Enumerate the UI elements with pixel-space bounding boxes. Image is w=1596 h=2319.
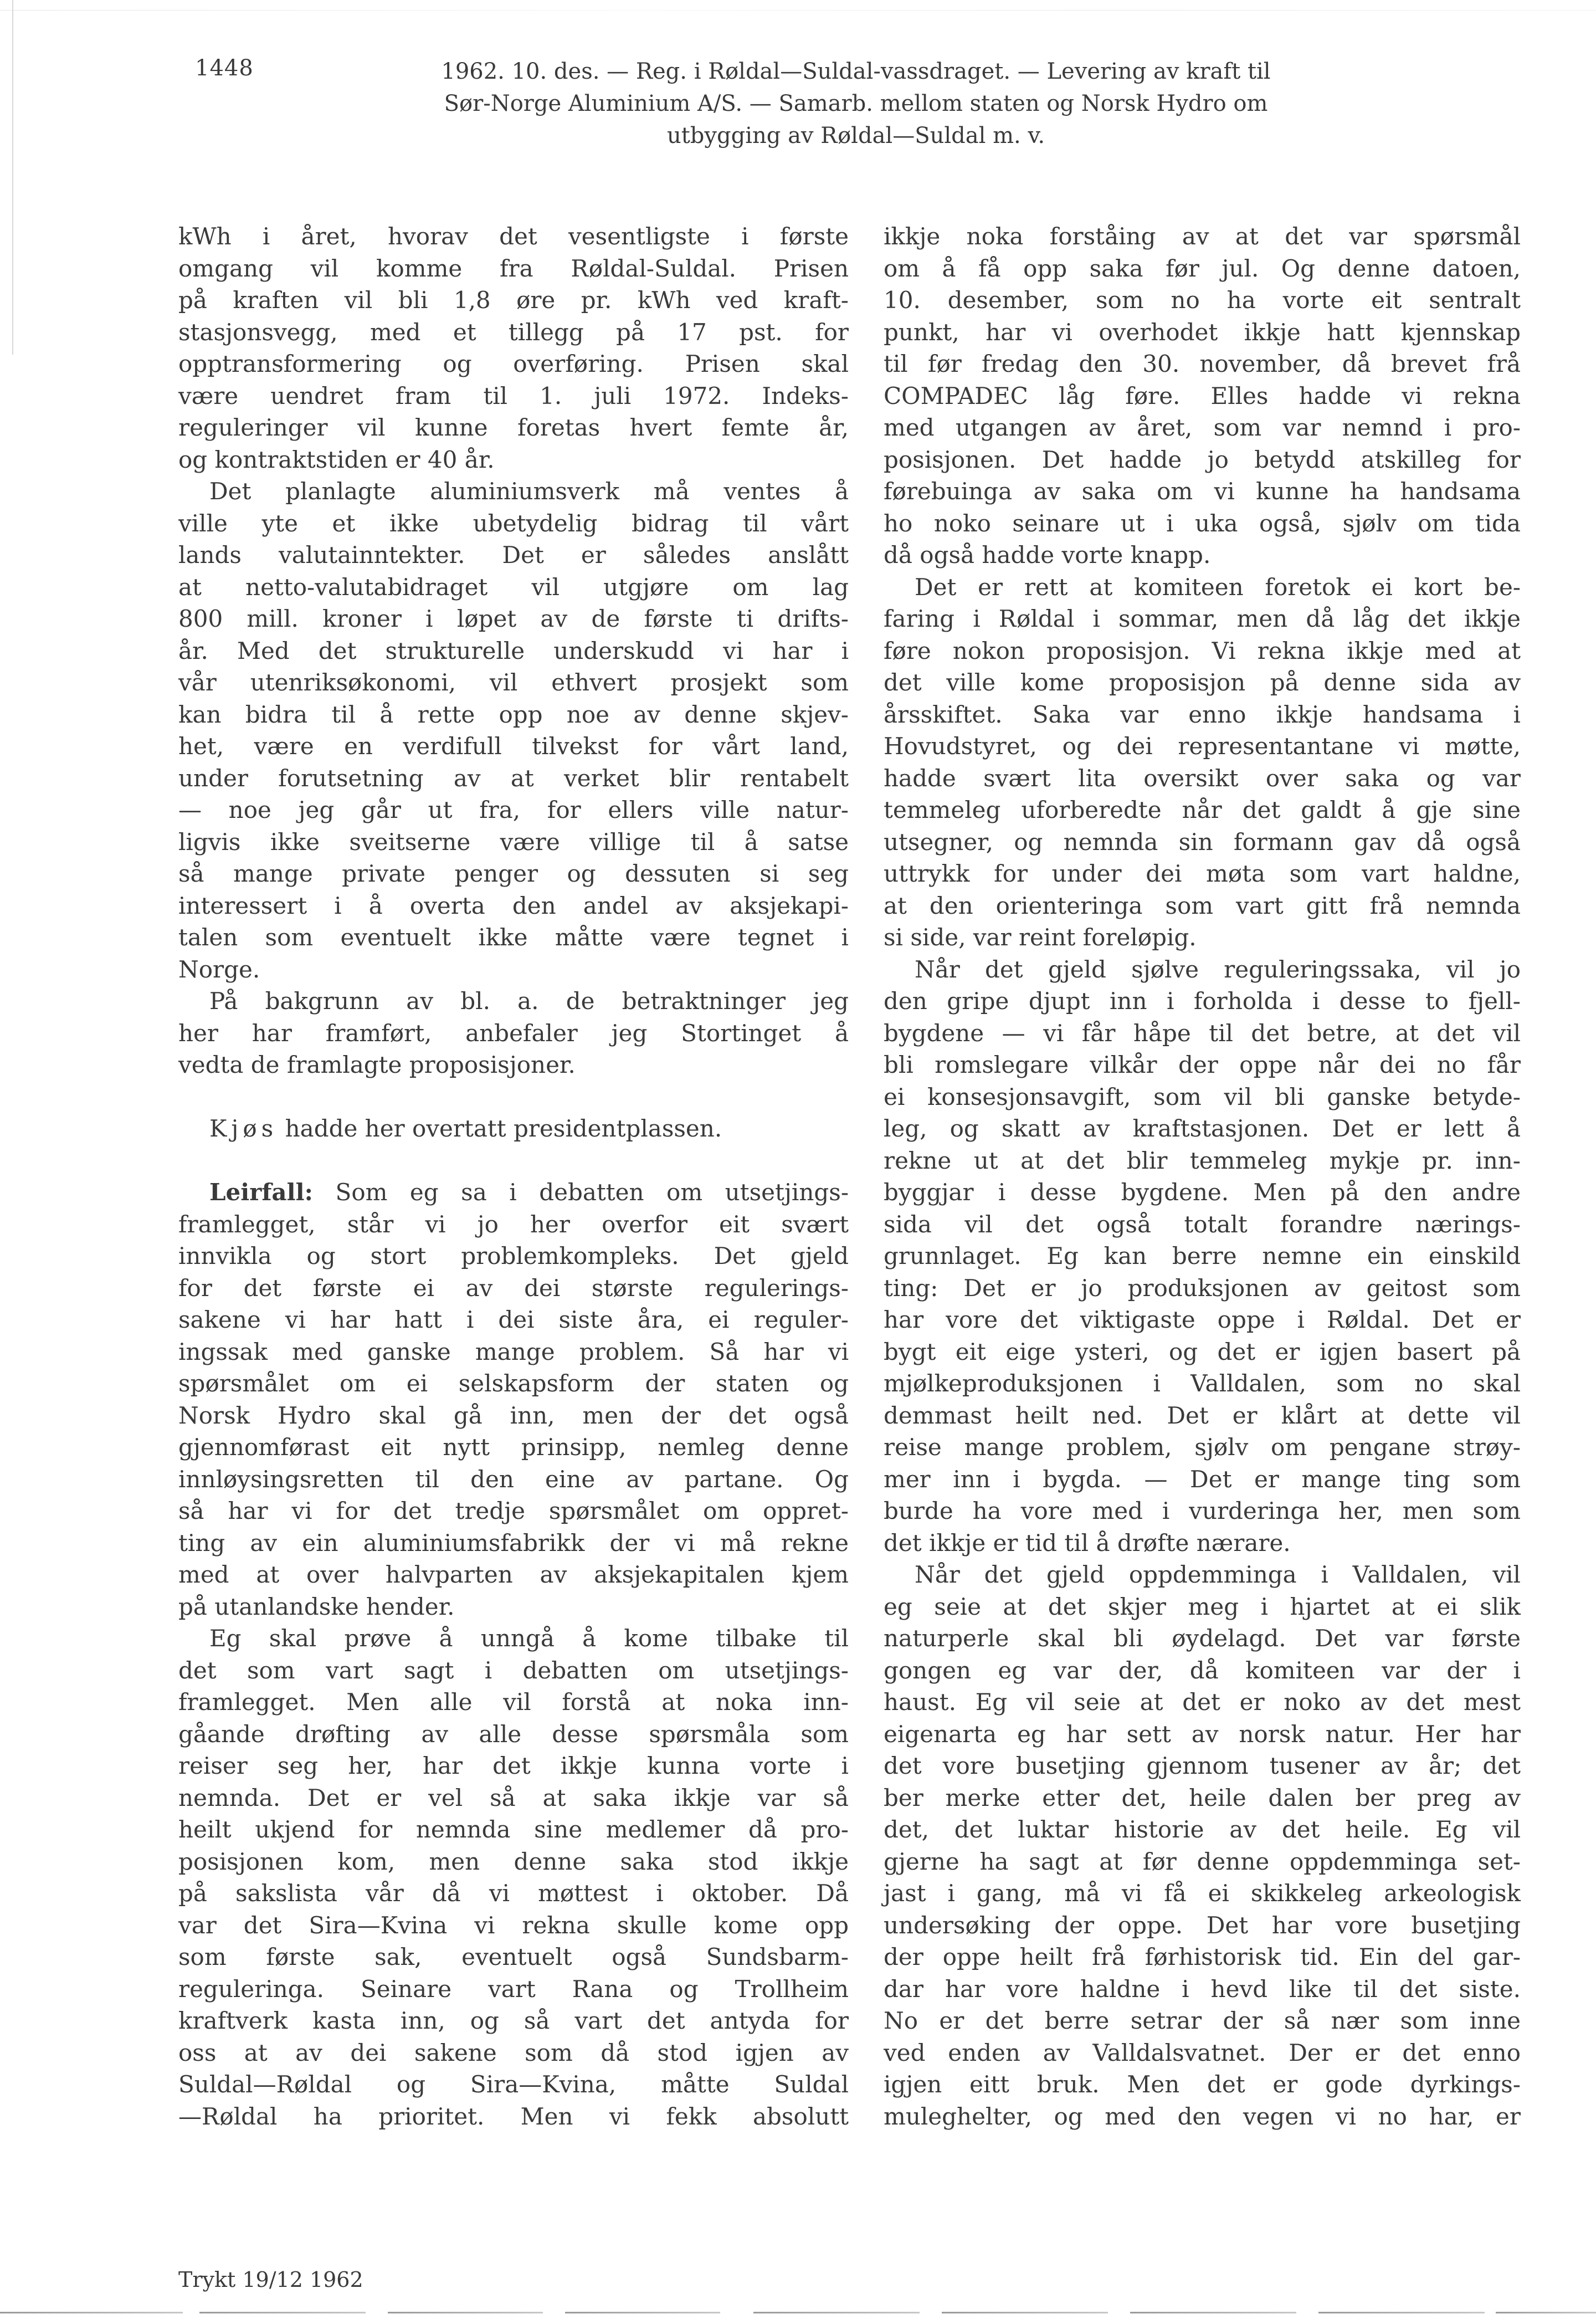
text-line: den gripe djupt inn i forholda i desse to fjell- [884,987,1521,1015]
text-line: ved enden av Valldalsvatnet. Der er det enno [884,2039,1521,2066]
text-line: år. Med det strukturelle underskudd vi har i [178,637,849,664]
text-line: på kraften vil bli 1,8 øre pr. kWh ved kraft- [178,286,849,314]
text-line: —Røldal ha prioritet. Men vi fekk absolutt [178,2102,849,2130]
text-line: naturperle skal bli øydelagd. Det var første [884,1625,1521,1652]
paragraph [178,221,849,475]
text-line: utsegner, og nemnda sin formann gav då også [884,828,1521,856]
scan-edge-bottom [199,2312,366,2313]
text-line: het, være en verdifull tilvekst for vårt land, [178,733,849,760]
text-line: temmeleg uforberedte når det galdt å gje sine [884,796,1521,823]
text-line: kraftverk kasta inn, og så vart det antyda for [178,2007,849,2034]
text-line: heilt ukjend for nemnda sine medlemer då pro- [178,1816,849,1843]
paragraph [178,1622,849,2132]
scan-edge-bottom [388,2312,543,2313]
text-line: ting: Det er jo produksjonen av geitost som [884,1274,1521,1302]
text-line: si side, var reint foreløpig. [884,924,1197,951]
speech-opening-line [178,1176,849,1209]
text-line: årsskiftet. Saka var enno ikkje handsama i [884,700,1521,728]
text-line: demmast heilt ned. Det er klårt at dette vil [884,1401,1521,1429]
text-line: Hovudstyret, og dei representantane vi møtte, [884,733,1521,760]
text-line: spørsmålet om ei selskapsform der staten og [178,1370,849,1397]
text-line: då også hadde vorte knapp. [884,541,1211,569]
text-line: eigenarta eg har sett av norsk natur. Her har [884,1720,1521,1748]
text-line: var det Sira—Kvina vi rekna skulle kome opp [178,1911,849,1939]
text-line: framlegget. Men alle vil forstå at noka inn- [178,1688,849,1716]
text-line: Eg skal prøve å unngå å kome tilbake til [209,1625,849,1652]
scan-edge-bottom [942,2312,1108,2313]
text-line: punkt, har vi overhodet ikkje hatt kjennskap [884,318,1521,346]
text-line: at den orienteringa som vart gitt frå nemnda [884,892,1521,919]
text-line: mjølkeproduksjonen i Valldalen, som no skal [884,1370,1521,1397]
text-line: på utanlandske hender. [178,1593,455,1620]
text-line: dar har vore haldne i hevd like til det siste. [884,1975,1521,2003]
paragraph [884,954,1521,1559]
text-line: jast i gang, må vi få ei skikkeleg arkeologisk [884,1880,1521,1907]
president-note [178,1113,849,1145]
text-line: det vore busetjing gjennom tusener av år; det [884,1752,1521,1779]
text-line: det ikkje er tid til å drøfte nærare. [884,1529,1291,1557]
scan-edge-bottom [753,2312,920,2313]
text-line: bygdene — vi får håpe til det betre, at det vil [884,1019,1521,1047]
text-line: gongen eg var der, då komiteen var der i [884,1656,1521,1684]
page-number: 1448 [195,55,254,81]
text-line: vedta de framlagte proposisjoner. [178,1051,576,1078]
text-line: føre nokon proposisjon. Vi rekna ikkje med at [884,637,1521,664]
running-head-line: utbygging av Røldal—Suldal m. v. [666,123,1045,149]
text-line: som første sak, eventuelt også Sundsbarm- [178,1943,849,1970]
text-line: reguleringer vil kunne foretas hvert femte år, [178,414,849,441]
text-line: ingssak med ganske mange problem. Så har vi [178,1338,849,1365]
text-line: Når det gjeld oppdemminga i Valldalen, vil [915,1561,1521,1588]
paragraph [884,1559,1521,2132]
text-line: reise mange problem, sjølv om pengane strøy- [884,1434,1521,1461]
text-line: 10. desember, som no ha vorte eit sentralt [884,286,1521,314]
text-line: grunnlaget. Eg kan berre nemne ein einskild [884,1242,1521,1269]
text-line: 800 mill. kroner i løpet av de første ti drifts- [178,605,849,632]
text-line: — noe jeg går ut fra, for ellers ville natur- [178,796,849,823]
text-line: posisjonen kom, men denne saka stod ikkje [178,1847,849,1875]
left-column [178,221,849,2132]
text-line: under forutsetning av at verket blir rentabelt [178,764,849,792]
text-line: sida vil det også totalt forandre nærings- [884,1210,1521,1238]
paragraph [178,1209,849,1623]
scan-edge-bottom [1318,2312,1485,2313]
president-name: Kjøs [209,1115,278,1142]
scan-edge-bottom [0,2312,183,2313]
text-line: bli romslegare vilkår der oppe når dei no får [884,1051,1521,1078]
text-line: interessert i å overta den andel av aksjekapi- [178,892,849,919]
text-line: hadde svært lita oversikt over saka og var [884,764,1521,792]
text-line: faring i Røldal i sommar, men då låg det ikkje [884,605,1521,632]
text-line: for det første ei av dei største regulerings- [178,1274,849,1302]
text-line: Norge. [178,955,260,983]
text-line: det ville kome proposisjon på denne sida av [884,669,1521,696]
scan-edge-top [0,10,1596,11]
text-line: bygt eit eige ysteri, og det er igjen basert på [884,1338,1521,1365]
text-line: lands valutainntekter. Det er således anslått [178,541,849,569]
text-line: Norsk Hydro skal gå inn, men der det også [178,1401,849,1429]
text-line: til før fredag den 30. november, då brevet frå [884,350,1521,377]
text-line: ei konsesjonsavgift, som vil bli ganske betyde- [884,1083,1521,1110]
text-line: burde ha vore med i vurderinga her, men som [884,1497,1521,1524]
paragraph [884,221,1521,571]
text-line: omgang vil komme fra Røldal-Suldal. Prisen [178,254,849,282]
text-line: framlegget, står vi jo her overfor eit svært [178,1210,849,1238]
text-line: gjennomførast eit nytt prinsipp, nemleg denne [178,1434,849,1461]
text-line: Det er rett at komiteen foretok ei kort be- [915,573,1521,601]
text-line: innløysingsretten til den eine av partane. Og [178,1465,849,1493]
text-line: førebuinga av saka om vi kunne ha handsama [884,478,1521,505]
text-line: være uendret fram til 1. juli 1972. Indeks- [178,382,849,409]
text-line: sakene vi har hatt i dei siste åra, ei reguler- [178,1306,849,1333]
running-head [327,55,1385,152]
text-line: oss at av dei sakene som då stod igjen av [178,2039,849,2066]
text-line: på sakslista vår då vi møttest i oktober. Då [178,1880,849,1907]
text-line: byggjar i desse bygdene. Men på den andre [884,1179,1521,1206]
text-line: kan bidra til å rette opp noe av denne skjev- [178,700,849,728]
text-line: muleghelter, og med den vegen vi no har, er [884,2102,1521,2130]
text-line: gjerne ha sagt at før denne oppdemminga set- [884,1847,1521,1875]
text-line: ho noko seinare ut i uka også, sjølv om tida [884,509,1521,537]
text-line: det som vart sagt i debatten om utsetjings- [178,1656,849,1684]
print-date-note: Trykt 19/12 1962 [178,2267,363,2292]
scan-edge-left [12,0,13,355]
text-line: leg, og skatt av kraftstasjonen. Det er lett å [884,1115,1521,1142]
scan-edge-bottom [565,2312,720,2313]
text-line: det, det luktar historie av det heile. Eg vil [884,1816,1521,1843]
speech-first-line: Som eg sa i debatten om utsetjings- [335,1179,849,1206]
text-line: vår utenriksøkonomi, vil ethvert prosjekt som [178,669,849,696]
text-line: COMPADEC låg føre. Elles hadde vi rekna [884,382,1521,409]
text-line: opptransformering og overføring. Prisen skal [178,350,849,377]
text-line: No er det berre setrar der så nær som inne [884,2007,1521,2034]
text-line: med at over halvparten av aksjekapitalen kjem [178,1561,849,1588]
text-line: uttrykk for under dei møta som vart haldne, [884,860,1521,887]
right-column [884,221,1521,2132]
text-line: haust. Eg vil seie at det er noko av det mest [884,1688,1521,1716]
text-line: så har vi for det tredje spørsmålet om oppret- [178,1497,849,1524]
text-line: reguleringa. Seinare vart Rana og Trollheim [178,1975,849,2003]
text-line: stasjonsvegg, med et tillegg på 17 pst. for [178,318,849,346]
speaker-name: Leirfall: [209,1179,314,1206]
text-line: har vore det viktigaste oppe i Røldal. Det er [884,1306,1521,1333]
text-line: igjen eitt bruk. Men det er gode dyrkings- [884,2071,1521,2098]
text-line: ber merke etter det, heile dalen ber preg av [884,1784,1521,1811]
text-line: undersøking der oppe. Det har vore busetjing [884,1911,1521,1939]
text-line: reiser seg her, har det ikkje kunna vorte i [178,1752,849,1779]
text-line: her har framført, anbefaler jeg Stortinget å [178,1019,849,1047]
text-line: ting av ein aluminiumsfabrikk der vi må rekne [178,1529,849,1557]
text-line: nemnda. Det er vel så at saka ikkje var så [178,1784,849,1811]
text-line: og kontraktstiden er 40 år. [178,446,495,473]
text-line: innvikla og stort problemkompleks. Det gjeld [178,1242,849,1269]
paragraph [178,985,849,1081]
text-line: Når det gjeld sjølve reguleringssaka, vil jo [915,955,1521,983]
text-line: rekne ut at det blir temmeleg mykje pr. inn- [884,1146,1521,1174]
running-head-line: Sør-Norge Aluminium A/S. — Samarb. mellom staten og Norsk Hydro om [444,91,1268,116]
president-note-text: hadde her overtatt presidentplassen. [285,1115,722,1142]
text-line: gåande drøfting av alle desse spørsmåla som [178,1720,849,1748]
text-line: med utgangen av året, som var nemnd i pro- [884,414,1521,441]
text-line: Suldal—Røldal og Sira—Kvina, måtte Suldal [178,2071,849,2098]
text-line: kWh i året, hvorav det vesentligste i første [178,223,849,250]
text-line: På bakgrunn av bl. a. de betraktninger jeg [209,987,849,1015]
text-line: ville yte et ikke ubetydelig bidrag til vårt [178,509,849,537]
paragraph [884,571,1521,954]
text-line: talen som eventuelt ikke måtte være tegnet i [178,924,849,951]
text-line: ikkje noka forståing av at det var spørsmål [884,223,1521,250]
text-line: posisjonen. Det hadde jo betydd atskilleg for [884,446,1521,473]
text-line: eg seie at det skjer meg i hjartet at ei slik [884,1593,1521,1620]
scan-edge-bottom [1130,2312,1296,2313]
text-line: der oppe heilt frå førhistorisk tid. Ein del gar- [884,1943,1521,1970]
text-line: om å få opp saka før jul. Og denne datoen, [884,254,1521,282]
text-line: ligvis ikke sveitserne være villige til å satse [178,828,849,856]
text-line: mer inn i bygda. — Det er mange ting som [884,1465,1521,1493]
scan-edge-bottom [1496,2312,1596,2313]
text-line: at netto-valutabidraget vil utgjøre om lag [178,573,849,601]
paragraph [178,475,849,985]
text-line: så mange private penger og dessuten si seg [178,860,849,887]
running-head-line: 1962. 10. des. — Reg. i Røldal—Suldal-vassdraget. — Levering av kraft til [441,59,1271,84]
text-line: Det planlagte aluminiumsverk må ventes å [209,478,849,505]
